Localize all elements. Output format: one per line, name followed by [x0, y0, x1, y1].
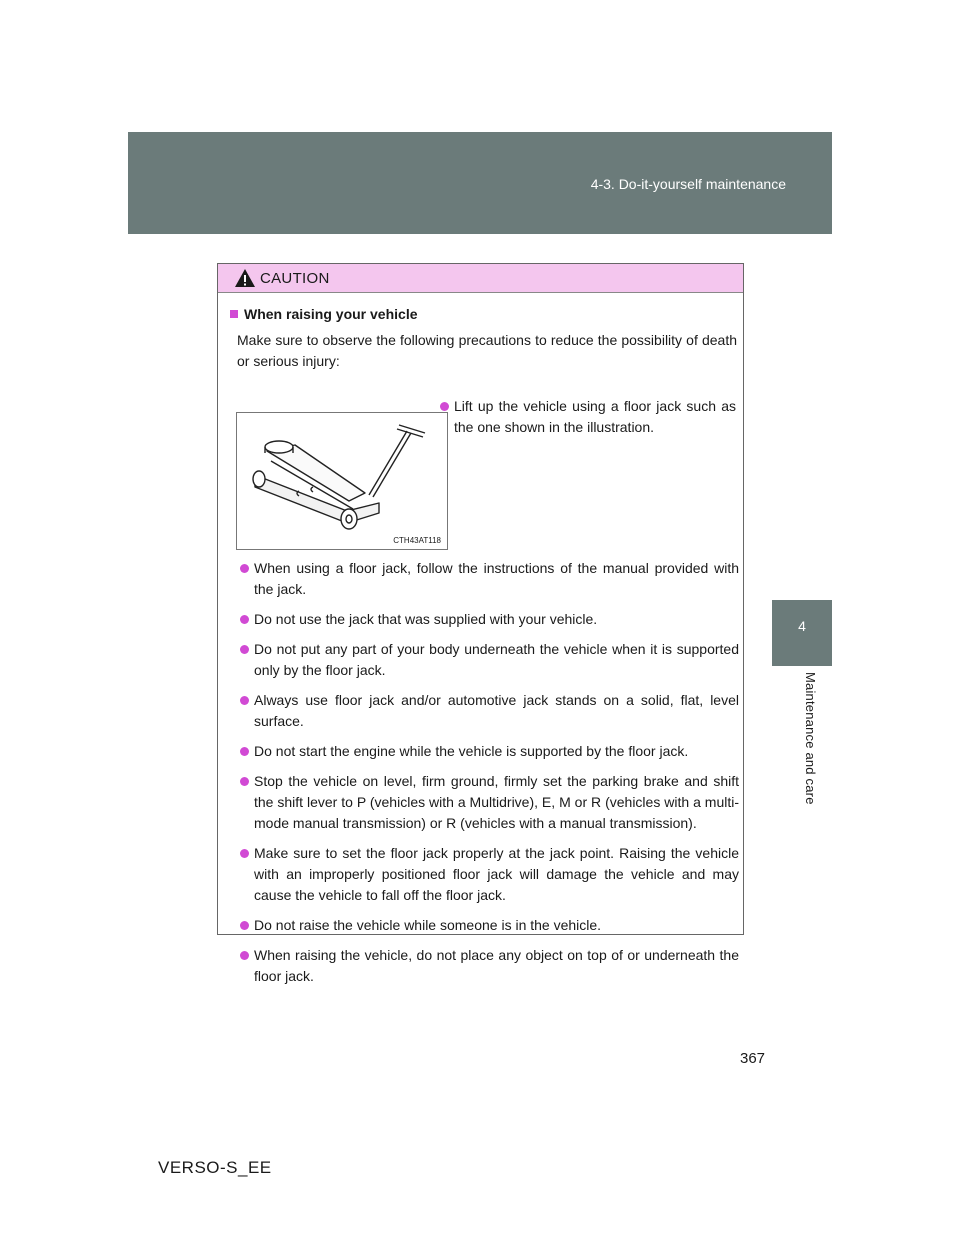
list-item: Do not use the jack that was supplied with your vehicle.: [218, 609, 743, 630]
caution-subheading: [230, 306, 418, 322]
header-band: [128, 132, 832, 234]
chapter-tab: [772, 600, 832, 666]
list-item: Do not raise the vehicle while someone is in the vehicle.: [218, 915, 743, 936]
bullet-dot-icon: [240, 615, 249, 624]
bullet-list: [218, 558, 743, 996]
bullet-dot-icon: [440, 402, 449, 411]
list-item: When raising the vehicle, do not place any object on top of or underneath the floor jack.: [218, 945, 743, 987]
floor-jack-icon: [237, 413, 447, 549]
list-item: When using a floor jack, follow the instructions of the manual provided with the jack.: [218, 558, 743, 600]
caution-box: [217, 263, 744, 984]
floor-jack-figure: [236, 412, 448, 550]
page-number: 367: [740, 1050, 766, 1067]
bullet-dot-icon: [240, 921, 249, 930]
figure-code: CTH43AT118: [393, 536, 441, 545]
list-item: Make sure to set the floor jack properly at the jack point. Raising the vehicle with an improperly positioned floor jack will damage the vehicle and may cause the vehicle to fall off the floor jack.: [218, 843, 743, 906]
bullet-dot-icon: [240, 951, 249, 960]
intro-paragraph: Make sure to observe the following precautions to reduce the possibility of death or serious injury:: [237, 332, 737, 369]
bullet-dot-icon: [240, 696, 249, 705]
chapter-number: 4: [798, 618, 806, 634]
bullet-dot-icon: [240, 747, 249, 756]
figure-bullet: [454, 396, 736, 438]
subheading-text: When raising your vehicle: [244, 306, 418, 322]
caution-title: CAUTION: [260, 270, 330, 287]
footer-code: VERSO-S_EE: [158, 1158, 272, 1177]
square-bullet-icon: [230, 310, 238, 318]
caution-header: [218, 264, 743, 293]
chapter-label: Maintenance and care: [803, 672, 818, 805]
bullet-dot-icon: [240, 849, 249, 858]
list-item: Do not put any part of your body underneath the vehicle when it is supported only by the floor jack.: [218, 639, 743, 681]
figure-bullet-text: Lift up the vehicle using a floor jack such as the one shown in the illustration.: [454, 398, 736, 435]
warning-triangle-icon: [234, 268, 256, 288]
bullet-dot-icon: [240, 645, 249, 654]
section-title: 4-3. Do-it-yourself maintenance: [590, 176, 786, 192]
list-item: Do not start the engine while the vehicle is supported by the floor jack.: [218, 741, 743, 762]
list-item: Stop the vehicle on level, firm ground, firmly set the parking brake and shift the shift lever to P (vehicles with a Multidrive), E, M or R (vehicles with a multi-mode manual transmission) or R (vehicles with a manual transmission).: [218, 771, 743, 834]
bullet-dot-icon: [240, 564, 249, 573]
bullet-dot-icon: [240, 777, 249, 786]
list-item: Always use floor jack and/or automotive jack stands on a solid, flat, level surface.: [218, 690, 743, 732]
